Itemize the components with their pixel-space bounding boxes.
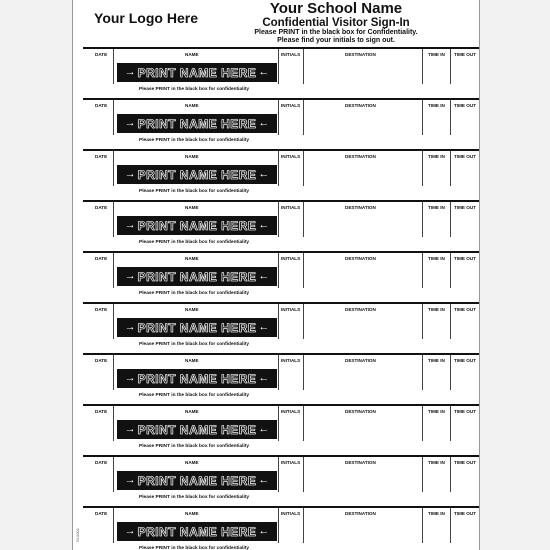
column-divider [422,100,423,135]
row-rule [83,200,479,202]
arrow-right-icon: → [124,219,136,231]
column-header: TIME IN [428,511,445,516]
column-divider [113,151,114,186]
column-divider [113,49,114,84]
instruction-line-2: Please find your initials to sign out. [277,37,395,44]
column-divider [303,508,304,543]
column-divider [303,49,304,84]
column-header: DATE [95,154,108,159]
column-header: DESTINATION [345,52,376,57]
column-header: INITIALS [281,205,301,210]
sign-in-row [73,149,479,200]
column-header: TIME IN [428,205,445,210]
name-placeholder: PRINT NAME HERE [137,167,257,182]
column-header: DESTINATION [345,511,376,516]
name-placeholder: PRINT NAME HERE [137,524,257,539]
name-placeholder: PRINT NAME HERE [137,269,257,284]
name-placeholder: PRINT NAME HERE [137,116,257,131]
column-divider [422,304,423,339]
column-divider [278,355,279,390]
row-rule [83,98,479,100]
row-rule [83,302,479,304]
column-divider [303,304,304,339]
sign-in-sheet [72,0,480,550]
column-header: TIME IN [428,358,445,363]
column-header: INITIALS [281,511,301,516]
arrow-right-icon: → [124,321,136,333]
arrow-left-icon: ← [258,117,270,129]
column-header: TIME OUT [454,460,476,465]
sign-in-row [73,251,479,302]
logo-placeholder: Your Logo Here [94,10,198,26]
column-divider [113,406,114,441]
column-header: TIME IN [428,460,445,465]
name-entry-box[interactable] [117,369,277,388]
column-header: TIME OUT [454,205,476,210]
confidential-note: Please PRINT in the black box for confidentiality [139,138,250,143]
arrow-left-icon: ← [258,66,270,78]
column-header: TIME OUT [454,103,476,108]
column-divider [278,202,279,237]
column-divider [450,304,451,339]
column-header: TIME IN [428,154,445,159]
name-placeholder: PRINT NAME HERE [137,371,257,386]
confidential-note: Please PRINT in the black box for confidentiality [139,444,250,449]
column-divider [278,49,279,84]
column-header: DESTINATION [345,154,376,159]
column-divider [422,202,423,237]
column-divider [450,151,451,186]
name-entry-box[interactable] [117,114,277,133]
form-code: SI-0001 [75,527,80,542]
name-entry-box[interactable] [117,165,277,184]
confidential-note: Please PRINT in the black box for confidentiality [139,393,250,398]
column-header: INITIALS [281,103,301,108]
column-divider [278,457,279,492]
column-header: TIME OUT [454,154,476,159]
column-divider [450,406,451,441]
column-header: NAME [185,409,199,414]
name-entry-box[interactable] [117,63,277,82]
column-header: TIME IN [428,256,445,261]
column-header: DATE [95,205,108,210]
column-header: TIME IN [428,409,445,414]
arrow-left-icon: ← [258,219,270,231]
column-header: DATE [95,103,108,108]
column-header: DATE [95,52,108,57]
column-divider [303,202,304,237]
column-header: DESTINATION [345,358,376,363]
sign-in-row [73,353,479,404]
row-rule [83,149,479,151]
confidential-note: Please PRINT in the black box for confidentiality [139,495,250,500]
arrow-left-icon: ← [258,474,270,486]
column-divider [278,253,279,288]
arrow-right-icon: → [124,372,136,384]
column-header: INITIALS [281,307,301,312]
sheet-subtitle: Confidential Visitor Sign-In [262,17,410,29]
column-header: TIME OUT [454,511,476,516]
column-header: DATE [95,409,108,414]
column-header: TIME IN [428,103,445,108]
name-placeholder: PRINT NAME HERE [137,65,257,80]
arrow-right-icon: → [124,168,136,180]
column-divider [278,508,279,543]
column-divider [303,151,304,186]
sign-in-row [73,506,479,550]
arrow-right-icon: → [124,270,136,282]
column-header: DATE [95,358,108,363]
arrow-right-icon: → [124,117,136,129]
column-divider [278,151,279,186]
column-header: DESTINATION [345,307,376,312]
name-entry-box[interactable] [117,420,277,439]
column-header: TIME OUT [454,307,476,312]
column-header: DESTINATION [345,409,376,414]
column-divider [303,355,304,390]
column-header: DESTINATION [345,103,376,108]
column-header: DATE [95,256,108,261]
column-header: NAME [185,205,199,210]
sign-in-row [73,302,479,353]
column-divider [450,457,451,492]
column-divider [278,406,279,441]
name-placeholder: PRINT NAME HERE [137,473,257,488]
column-divider [113,253,114,288]
column-header: DESTINATION [345,256,376,261]
confidential-note: Please PRINT in the black box for confidentiality [139,342,250,347]
column-divider [450,508,451,543]
column-divider [113,457,114,492]
name-entry-box[interactable] [117,267,277,286]
column-header: NAME [185,103,199,108]
arrow-left-icon: ← [258,321,270,333]
column-header: TIME OUT [454,52,476,57]
column-header: DESTINATION [345,205,376,210]
confidential-note: Please PRINT in the black box for confidentiality [139,291,250,296]
name-entry-box[interactable] [117,471,277,490]
confidential-note: Please PRINT in the black box for confidentiality [139,546,250,550]
column-header: DESTINATION [345,460,376,465]
column-divider [450,100,451,135]
name-placeholder: PRINT NAME HERE [137,422,257,437]
row-rule [83,404,479,406]
column-divider [422,457,423,492]
column-header: TIME IN [428,307,445,312]
column-header: DATE [95,307,108,312]
column-header: DATE [95,460,108,465]
column-header: NAME [185,154,199,159]
row-rule [83,47,479,49]
column-divider [113,304,114,339]
arrow-right-icon: → [124,423,136,435]
instruction-line-1: Please PRINT in the black box for Confidentiality. [254,29,418,36]
sign-in-row [73,98,479,149]
name-entry-box[interactable] [117,318,277,337]
column-divider [303,253,304,288]
sign-in-row [73,47,479,98]
column-divider [422,406,423,441]
title-block [191,0,480,45]
column-divider [450,49,451,84]
column-header: NAME [185,511,199,516]
column-header: TIME OUT [454,358,476,363]
confidential-note: Please PRINT in the black box for confidentiality [139,87,250,92]
arrow-right-icon: → [124,66,136,78]
column-divider [278,100,279,135]
arrow-left-icon: ← [258,168,270,180]
confidential-note: Please PRINT in the black box for confidentiality [139,189,250,194]
column-divider [422,253,423,288]
school-name: Your School Name [269,0,403,17]
column-divider [303,100,304,135]
column-header: INITIALS [281,52,301,57]
row-rule [83,506,479,508]
column-header: NAME [185,307,199,312]
column-header: TIME OUT [454,409,476,414]
column-header: INITIALS [281,256,301,261]
column-header: INITIALS [281,358,301,363]
sign-in-row [73,200,479,251]
confidential-note: Please PRINT in the black box for confidentiality [139,240,250,245]
row-rule [83,251,479,253]
column-divider [422,151,423,186]
column-header: INITIALS [281,154,301,159]
column-header: TIME OUT [454,256,476,261]
name-placeholder: PRINT NAME HERE [137,218,257,233]
row-rule [83,455,479,457]
name-entry-box[interactable] [117,216,277,235]
column-divider [303,406,304,441]
column-divider [113,355,114,390]
column-header: TIME IN [428,52,445,57]
column-header: NAME [185,358,199,363]
column-header: DATE [95,511,108,516]
column-header: INITIALS [281,460,301,465]
name-entry-box[interactable] [117,522,277,541]
sign-in-rows [73,47,479,550]
sign-in-row [73,404,479,455]
column-divider [422,355,423,390]
sign-in-row [73,455,479,506]
column-header: NAME [185,256,199,261]
column-header: NAME [185,52,199,57]
column-divider [450,253,451,288]
row-rule [83,353,479,355]
column-divider [422,508,423,543]
arrow-left-icon: ← [258,525,270,537]
column-divider [113,202,114,237]
column-divider [113,508,114,543]
column-divider [278,304,279,339]
column-header: NAME [185,460,199,465]
arrow-right-icon: → [124,525,136,537]
arrow-left-icon: ← [258,270,270,282]
column-divider [303,457,304,492]
column-header: INITIALS [281,409,301,414]
column-divider [113,100,114,135]
arrow-left-icon: ← [258,423,270,435]
arrow-left-icon: ← [258,372,270,384]
column-divider [422,49,423,84]
column-divider [450,202,451,237]
arrow-right-icon: → [124,474,136,486]
name-placeholder: PRINT NAME HERE [137,320,257,335]
column-divider [450,355,451,390]
